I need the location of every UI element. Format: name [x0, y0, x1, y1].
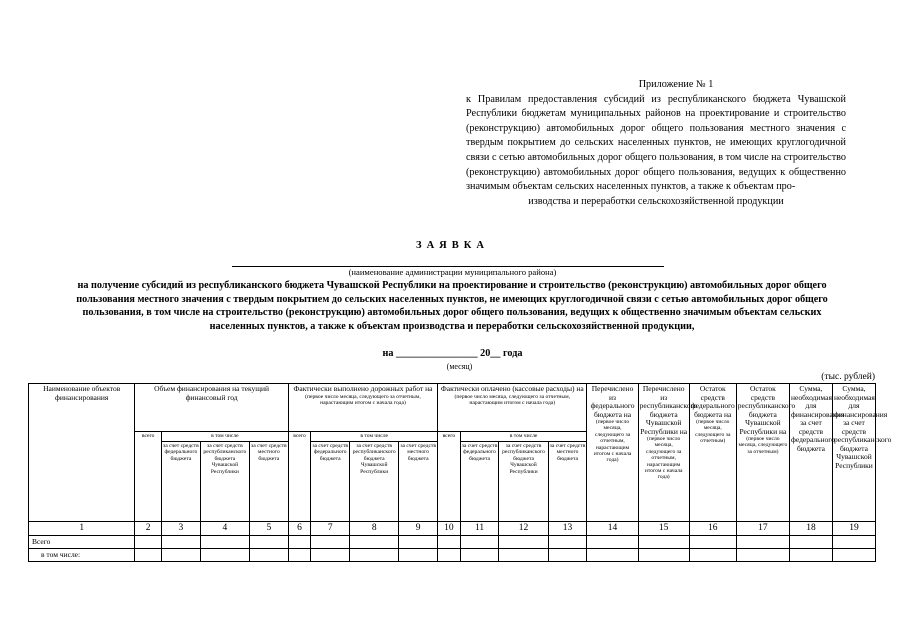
header-col14 — [587, 384, 638, 522]
table-cell[interactable] — [350, 549, 399, 562]
table-cell[interactable] — [689, 536, 736, 549]
header-fed-1: за счет средств федерального бюджета — [161, 442, 200, 522]
col-number: 19 — [832, 522, 875, 536]
column-number-row — [29, 522, 876, 536]
header-rep-2: за счет средств республиканского бюджета Чувашской Республики — [350, 442, 399, 522]
table-cell[interactable] — [135, 549, 162, 562]
document-title: ЗАЯВКА — [416, 240, 489, 251]
table-cell[interactable] — [135, 536, 162, 549]
date-line: на ________________ 20__ года — [382, 348, 523, 359]
table-cell[interactable] — [499, 536, 548, 549]
units-label: (тыс. рублей) — [821, 372, 875, 382]
table-cell[interactable] — [638, 536, 689, 549]
table-cell[interactable] — [587, 536, 638, 549]
header-incl-3: в том числе — [460, 432, 587, 442]
table-cell[interactable] — [161, 549, 200, 562]
table-cell[interactable] — [832, 536, 875, 549]
purpose-text: на получение субсидий из республиканского бюджета Чувашской Республики на проектирование и строительство (реконструкцию) автомобильных дорог общего пользования местного значения с твердым покрытием до сельских населенных пунктов, не имеющих круглогодичной связи с сетью автомобильных дорог общего пользования, в том числе на строительство (реконструкцию) автомобильных дорог общего пользования, ведущих к общественно значимым объектам сельских населенных пунктов, а также к объектам производства и переработки сельскохозяйственной продукции, — [76, 280, 828, 332]
header-works-done-title: Фактически выполнено дорожных работ на — [293, 384, 433, 393]
header-fed-3: за счет средств федерального бюджета — [460, 442, 499, 522]
header-col18: Сумма, необходимая для финансирования за счет средств федерального бюджета — [789, 384, 832, 522]
table-cell[interactable] — [438, 549, 461, 562]
header-col17 — [736, 384, 796, 522]
table-cell[interactable] — [399, 536, 438, 549]
col-number: 12 — [499, 522, 548, 536]
table-cell[interactable] — [736, 549, 789, 562]
month-caption: (месяц) — [446, 362, 473, 371]
header-rep-1: за счет средств республиканского бюджета Чувашской Республики — [200, 442, 249, 522]
col-number: 17 — [736, 522, 789, 536]
table-cell[interactable] — [438, 536, 461, 549]
col-number: 14 — [587, 522, 638, 536]
table-cell[interactable] — [249, 536, 288, 549]
header-col19: Сумма, необходимая для финансирования за счет средств республиканского бюджета Чувашской Республики — [832, 384, 875, 522]
header-incl-2: в том числе — [311, 432, 438, 442]
appendix-body: к Правилам предоставления субсидий из республиканского бюджета Чувашской Республики бюджетам муниципальных районов на проектирование и строительство (реконструкцию) автомобильных дорог общего пользования местного значения с твердым покрытием до сельских населенных пунктов, не имеющих круглогодичной связи с сетью автомобильных дорог общего пользования, в том числе на строительство (реконструкцию) автомобильных дорог общего пользования, ведущих к общественно значимым объектам сельских населенных пунктов, а также к объектам про- — [466, 93, 846, 193]
table-cell[interactable] — [200, 549, 249, 562]
col-number: 16 — [689, 522, 736, 536]
header-col17-note: (первое число месяца, следующего за отчетным) — [738, 436, 788, 455]
header-loc-3: за счет средств местного бюджета — [548, 442, 587, 522]
header-total-1: всего — [135, 432, 162, 522]
col-number: 13 — [548, 522, 587, 536]
table-cell[interactable] — [460, 536, 499, 549]
col-number: 7 — [311, 522, 350, 536]
col-number: 5 — [249, 522, 288, 536]
table-cell[interactable] — [832, 549, 875, 562]
header-col17-title: Остаток средств республиканского бюджета Чувашской Республики на — [737, 384, 796, 436]
table-row-incl — [29, 549, 876, 562]
header-total-2: всего — [288, 432, 311, 522]
table-cell[interactable] — [249, 549, 288, 562]
header-col15-title: Перечислено из республиканского бюджета Чувашской Республики на — [639, 384, 698, 436]
header-loc-1: за счет средств местного бюджета — [249, 442, 288, 522]
header-total-3: всего — [438, 432, 461, 522]
table-cell[interactable] — [689, 549, 736, 562]
table-cell[interactable] — [548, 536, 587, 549]
appendix-block — [466, 78, 846, 209]
header-rep-3: за счет средств республиканского бюджета Чувашской Республики — [499, 442, 548, 522]
table-cell[interactable] — [789, 536, 832, 549]
col-number: 2 — [135, 522, 162, 536]
table-cell[interactable] — [350, 536, 399, 549]
header-col16 — [689, 384, 736, 522]
table-cell[interactable] — [311, 536, 350, 549]
col-number: 8 — [350, 522, 399, 536]
table-cell[interactable] — [587, 549, 638, 562]
header-incl-1: в том числе — [161, 432, 288, 442]
table-cell[interactable] — [789, 549, 832, 562]
col-number: 10 — [438, 522, 461, 536]
table-cell[interactable] — [499, 549, 548, 562]
table-cell[interactable] — [638, 549, 689, 562]
col-number: 1 — [29, 522, 135, 536]
header-paid — [438, 384, 587, 432]
header-works-done-note: (первое число месяца, следующего за отчетным, нарастающим итогом с начала года) — [305, 393, 421, 406]
header-col16-note: (первое число месяца, следующего за отчетным) — [695, 419, 731, 445]
appendix-title: Приложение № 1 — [638, 79, 714, 90]
col-number: 3 — [161, 522, 200, 536]
col-number: 18 — [789, 522, 832, 536]
header-object-name: Наименование объектов финансирования — [29, 384, 135, 522]
admin-name-caption: (наименование администрации муниципального района) — [348, 267, 557, 277]
header-col16-title: Остаток средств федерального бюджета на — [690, 384, 735, 419]
table-cell[interactable] — [460, 549, 499, 562]
header-financing-volume: Объем финансирования на текущий финансовый год — [135, 384, 288, 432]
col-number: 6 — [288, 522, 311, 536]
header-col14-note: (первое число месяца, следующего за отчетным, нарастающим итогом с начала года) — [593, 419, 632, 464]
col-number: 9 — [399, 522, 438, 536]
table-cell[interactable] — [200, 536, 249, 549]
col-number: 4 — [200, 522, 249, 536]
header-col15 — [638, 384, 698, 522]
table-cell[interactable] — [399, 549, 438, 562]
table-row-total — [29, 536, 876, 549]
col-number: 11 — [460, 522, 499, 536]
table-cell[interactable] — [161, 536, 200, 549]
col-number: 15 — [638, 522, 689, 536]
header-loc-2: за счет средств местного бюджета — [399, 442, 438, 522]
table-cell[interactable] — [288, 549, 311, 562]
header-works-done — [288, 384, 437, 432]
header-col14-title: Перечислено из федерального бюджета на — [590, 384, 635, 419]
appendix-body-end: изводства и переработки сельскохозяйственной продукции — [528, 195, 784, 207]
row-label-incl: в том числе: — [29, 549, 135, 562]
header-col15-note: (первое число месяца, следующего за отчетным, нарастающим итогом с начала года) — [644, 436, 683, 481]
table-cell[interactable] — [288, 536, 311, 549]
header-paid-note: (первое число месяца, следующего за отчетным, нарастающим итогом с начала года) — [454, 393, 571, 406]
header-fed-2: за счет средств федерального бюджета — [311, 442, 350, 522]
row-label-total: Всего — [29, 536, 135, 549]
application-table — [28, 383, 892, 562]
table-cell[interactable] — [548, 549, 587, 562]
table-cell[interactable] — [736, 536, 789, 549]
table-cell[interactable] — [311, 549, 350, 562]
header-paid-title: Фактически оплачено (кассовые расходы) на — [440, 384, 584, 393]
